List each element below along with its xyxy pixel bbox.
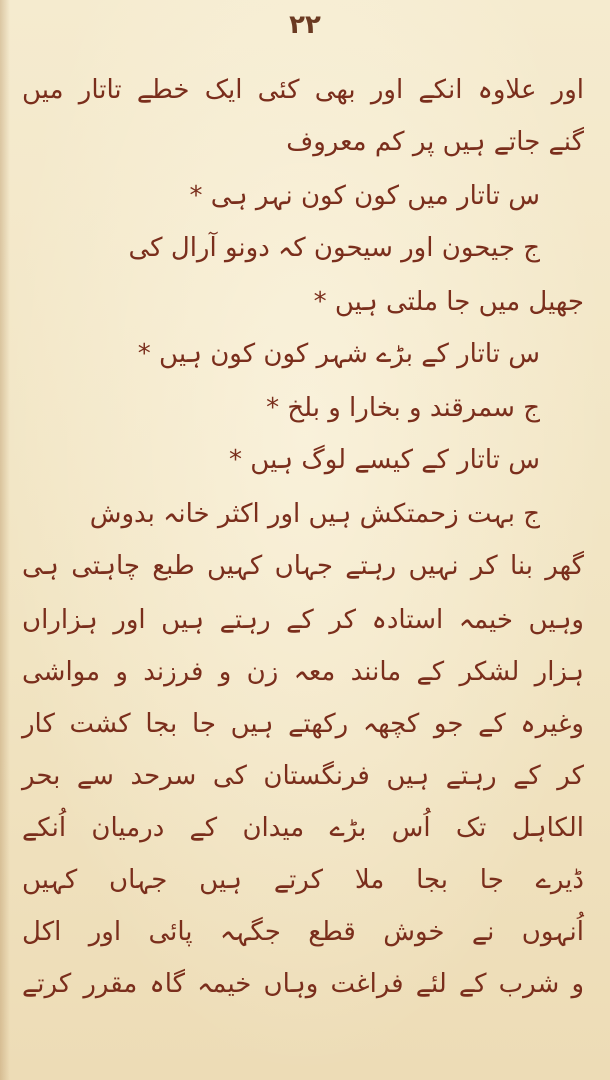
answer-line: ج سمرقند و بخارا و بلخ *	[266, 393, 540, 423]
text-line: و شرب کے لئے فراغت وہاں خیمہ گاہ مقرر کرتے	[22, 969, 584, 999]
text-line: اُنہوں نے خوش قطع جگہہ پائی اور اکل	[22, 917, 584, 947]
text-line: جھیل میں جا ملتی ہیں *	[313, 287, 584, 317]
text-line: گھر بنا کر نہیں رہتے جہاں کہیں طبع چاہتی ہی	[22, 551, 584, 581]
answer-line: ج جیحون اور سیحون کہ دونو آرال کی	[128, 233, 540, 263]
page-edge-shadow	[0, 0, 10, 1080]
text-line: ہزار لشکر کے مانند معہ زن و فرزند و مواشی	[22, 657, 584, 687]
page-number: ۲۲	[289, 10, 321, 40]
answer-line: ج بہت زحمتکش ہیں اور اکثر خانہ بدوش	[89, 499, 540, 529]
text-line: ڈیرے جا بجا ملا کرتے ہیں جہاں کہیں	[22, 865, 584, 895]
question-line: س تاتار میں کون کون نہر ہی *	[189, 181, 540, 211]
text-line: گنے جاتے ہیں پر کم معروف	[286, 127, 584, 157]
text-line: کر کے رہتے ہیں فرنگستان کی سرحد سے بحر	[22, 761, 584, 791]
question-line: س تاتار کے کیسے لوگ ہیں *	[229, 445, 540, 475]
question-line: س تاتار کے بڑے شہر کون کون ہیں *	[137, 339, 540, 369]
text-line: وغیرہ کے جو کچھہ رکھتے ہیں جا بجا کشت کار	[22, 709, 584, 739]
text-line: اور علاوہ انکے اور بھی کئی ایک خطے تاتار میں	[22, 75, 584, 105]
text-line: وہیں خیمہ استادہ کر کے رہتے ہیں اور ہزاراں	[22, 605, 584, 635]
text-line: الکاہل تک اُس بڑے میدان کے درمیان اُنکے	[22, 813, 584, 843]
